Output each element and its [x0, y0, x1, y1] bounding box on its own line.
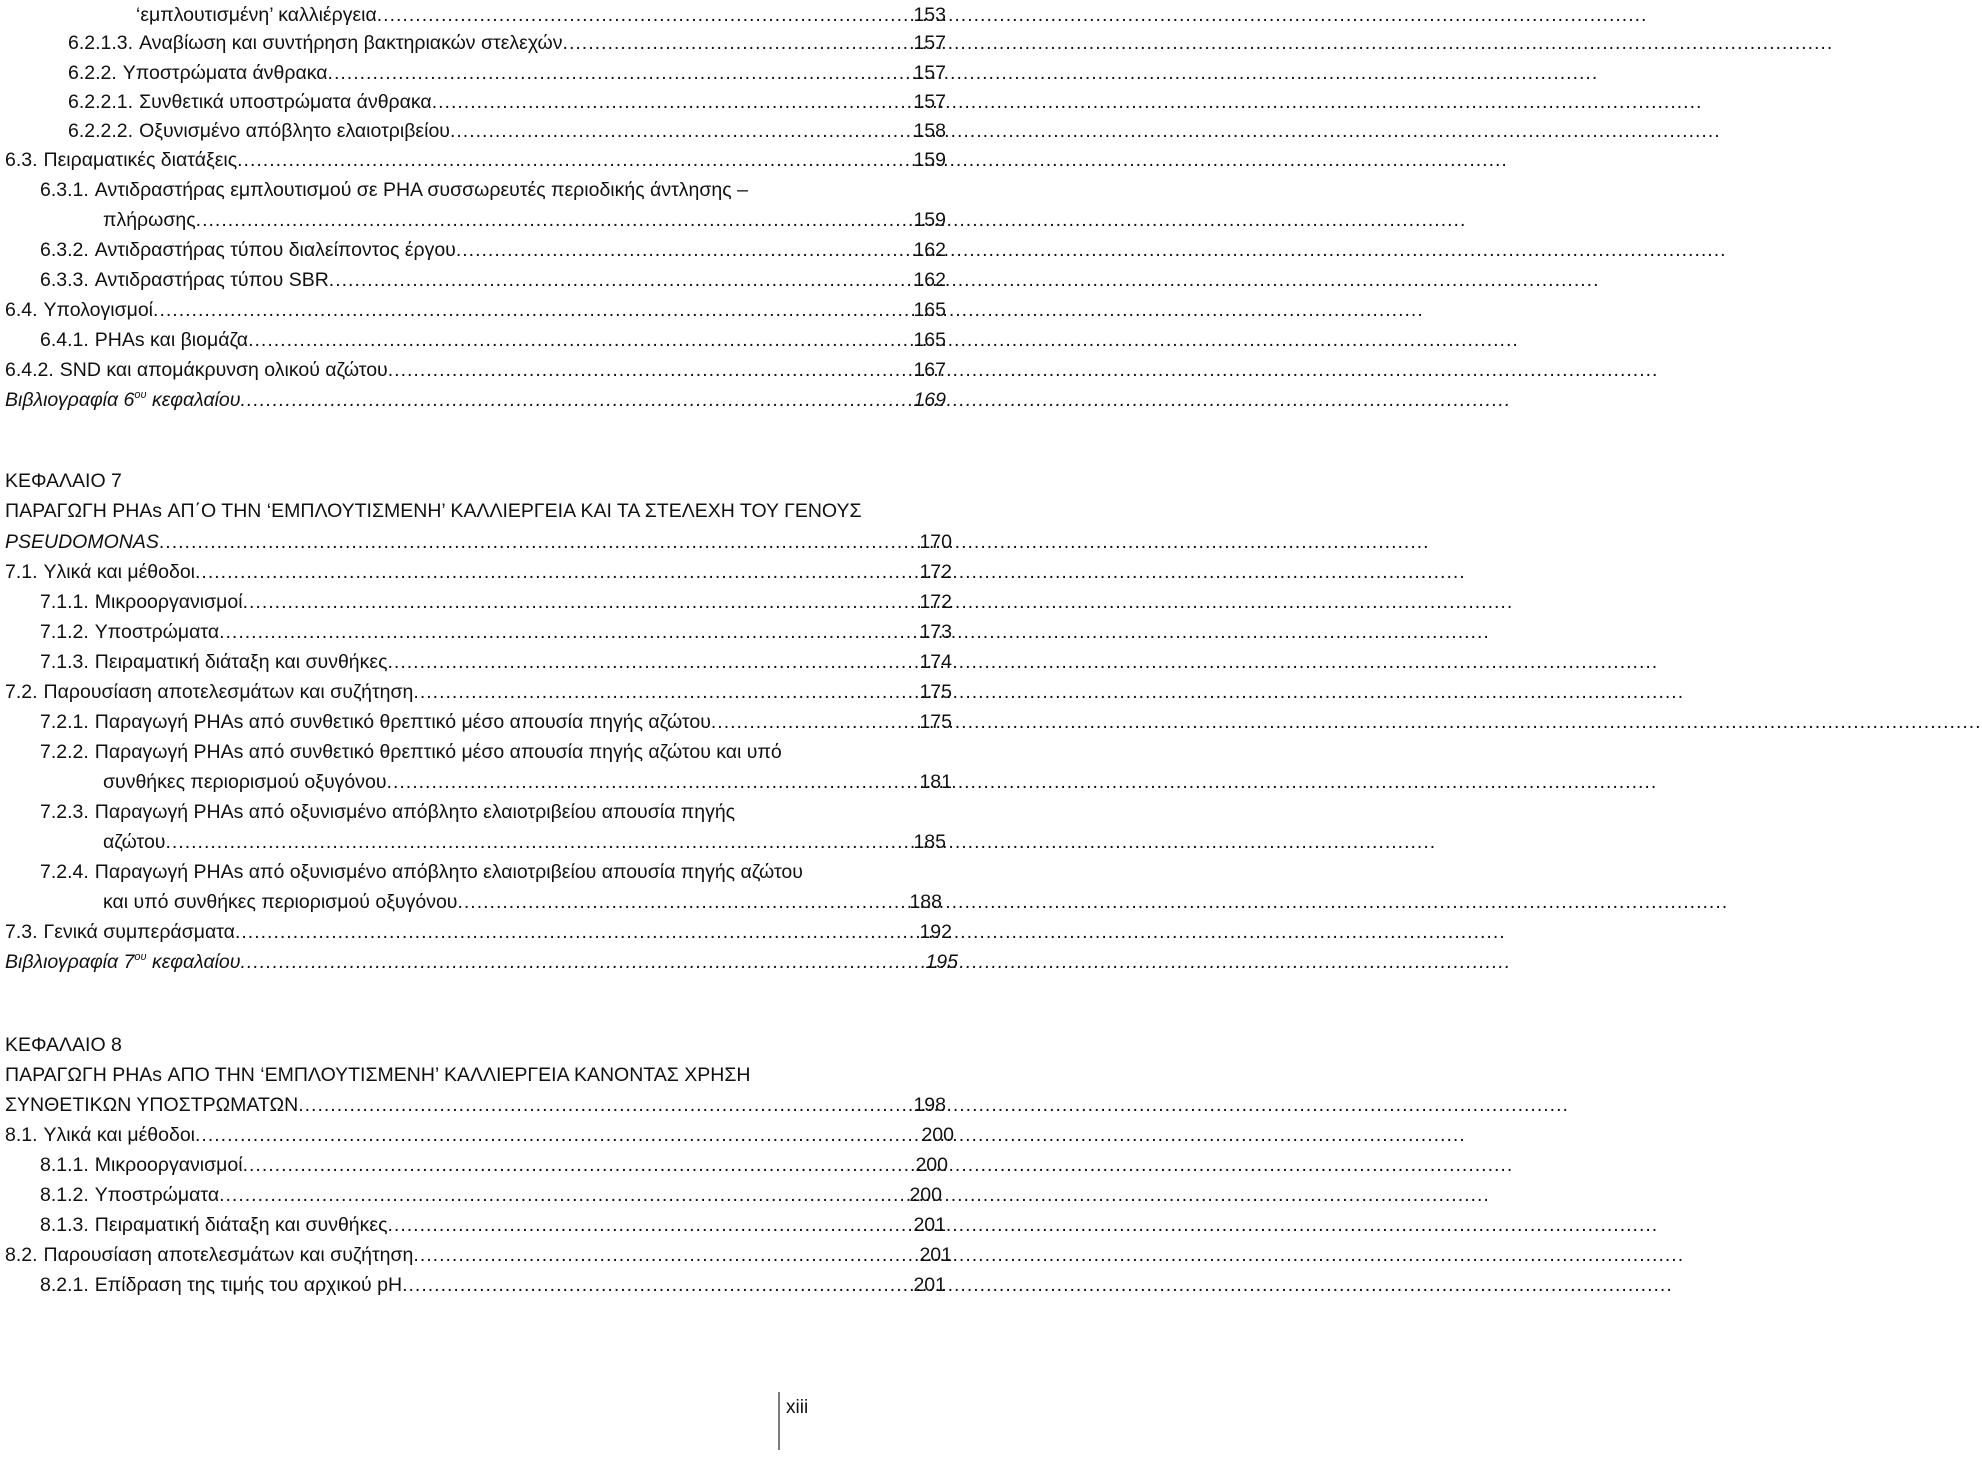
toc-leader-dots [388, 1210, 914, 1240]
toc-entry-page: 201 [913, 1274, 946, 1296]
chapter-title: ΠΑΡΑΓΩΓΗ PHAs ΑΠ΄Ο ΤΗΝ ‘ΕΜΠΛΟΥΤΙΣΜΕΝΗ’ ΚΑΛΛΙΕΡΓΕΙΑ ΚΑΙ ΤΑ ΣΤΕΛΕΧΗ ΤΟΥ ΓΕΝΟΥΣ [5, 500, 862, 522]
toc-entry-page: 200 [915, 1154, 948, 1176]
toc-entry-page: 185 [913, 831, 946, 853]
toc-leader-dots [388, 355, 914, 385]
toc-entry-page: 172 [919, 591, 952, 613]
toc-entry-number: 6.2.1.3. [68, 32, 134, 54]
toc-entry[interactable] [136, 0, 946, 30]
toc-entry[interactable] [40, 797, 952, 827]
toc-entry-page: 200 [921, 1124, 954, 1146]
toc-entry[interactable] [5, 1090, 946, 1120]
toc-entry-page: 198 [913, 1094, 946, 1116]
toc-entry-title: Πειραματική διάταξη και συνθήκες [94, 1214, 388, 1236]
toc-entry-number: 8.1.2. [40, 1184, 89, 1206]
toc-entry[interactable] [68, 87, 946, 117]
toc-entry-number: 6.3.2. [40, 239, 89, 261]
toc-entry[interactable] [5, 1240, 952, 1270]
toc-leader-dots [195, 557, 919, 587]
toc-entry-page: 175 [919, 711, 952, 733]
page-number: xiii [786, 1397, 809, 1418]
toc-leader-dots [243, 587, 920, 617]
toc-entry-number: 8.2.1. [40, 1274, 89, 1296]
toc-entry[interactable] [5, 527, 952, 557]
toc-entry-title: αζώτου [103, 831, 166, 853]
toc-entry-page: 157 [913, 62, 946, 84]
toc-entry[interactable] [40, 647, 952, 677]
toc-leader-dots [159, 527, 920, 557]
toc-entry[interactable] [5, 677, 952, 707]
toc-entry-number: 6.3. [5, 149, 38, 171]
toc-entry[interactable] [40, 1180, 942, 1210]
toc-entry-title: Υποστρώματα [94, 1184, 220, 1206]
toc-entry-title: Υποστρώματα [94, 621, 220, 643]
toc-leader-dots [413, 1240, 919, 1270]
toc-entry[interactable] [40, 265, 946, 295]
toc-entry[interactable] [68, 58, 946, 88]
toc-leader-dots [387, 767, 920, 797]
toc-entry-title: Οξυνισμένο απόβλητο ελαιοτριβείου [139, 120, 450, 142]
toc-entry-number: 7.1.1. [40, 591, 89, 613]
toc-entry-number: 8.2. [5, 1244, 38, 1266]
toc-entry-title: Υποστρώματα άνθρακα [122, 62, 328, 84]
toc-entry-page: 165 [913, 299, 946, 321]
toc-entry-title: Συνθετικά υποστρώματα άνθρακα [139, 91, 432, 113]
toc-entry-page: 172 [919, 561, 952, 583]
toc-entry-title: Αντιδραστήρας τύπου SBR [94, 269, 329, 291]
toc-entry-number: 6.2.2.1. [68, 91, 134, 113]
toc-leader-dots [241, 385, 914, 415]
toc-entry-page: 181 [919, 771, 952, 793]
toc-leader-dots [243, 1150, 916, 1180]
page-number-divider [778, 1392, 780, 1450]
toc-entry-title: Πειραματική διάταξη και συνθήκες [94, 651, 388, 673]
toc-entry-number: 7.2.3. [40, 801, 89, 823]
toc-entry-page: 159 [913, 209, 946, 231]
toc-entry-number: 7.1.3. [40, 651, 89, 673]
toc-entry-page: 201 [919, 1244, 952, 1266]
toc-entry-title: Υλικά και μέθοδοι [43, 1124, 196, 1146]
toc-entry-title: Αντιδραστήρας εμπλουτισμού σε PHA συσσωρευτές περιοδικής άντλησης – [94, 179, 748, 201]
toc-entry-title [5, 385, 241, 415]
toc-entry-title: και υπό συνθήκες περιορισμού οξυγόνου [103, 891, 458, 913]
toc-entry-number: 8.1.3. [40, 1214, 89, 1236]
toc-entry-title: ΣΥΝΘΕΤΙΚΩΝ ΥΠΟΣΤΡΩΜΑΤΩΝ [5, 1094, 299, 1116]
toc-leader-dots [413, 677, 919, 707]
toc-entry-title: Μικροοργανισμοί [94, 1154, 243, 1176]
toc-leader-dots [235, 917, 920, 947]
toc-entry-page: 195 [925, 951, 958, 973]
toc-entry[interactable] [103, 767, 952, 797]
toc-entry-page: 165 [913, 329, 946, 351]
bibliography-label: Βιβλιογραφία 7 [5, 951, 135, 973]
toc-entry[interactable] [68, 116, 946, 146]
toc-entry-page: 162 [913, 239, 946, 261]
toc-entry[interactable] [40, 1210, 946, 1240]
toc-leader-dots [196, 205, 914, 235]
toc-leader-dots [402, 1270, 913, 1300]
toc-entry[interactable] [5, 295, 946, 325]
toc-entry-number: 6.4.2. [5, 359, 54, 381]
toc-entry-title: Παραγωγή PHAs από συνθετικό θρεπτικό μέσο απουσία πηγής αζώτου και υπό [94, 741, 782, 763]
toc-entry-page: 157 [913, 32, 946, 54]
toc-entry-page: 174 [919, 651, 952, 673]
toc-leader-dots [388, 647, 920, 677]
toc-entry-title: Αναβίωση και συντήρηση βακτηριακών στελεχών [139, 32, 563, 54]
toc-entry-title: Παραγωγή PHAs από συνθετικό θρεπτικό μέσο απουσία πηγής αζώτου [94, 711, 711, 733]
toc-entry-bibliography[interactable] [5, 385, 946, 415]
toc-entry[interactable] [103, 205, 946, 235]
toc-entry-number: 7.2. [5, 681, 38, 703]
toc-entry-page: 201 [913, 1214, 946, 1236]
toc-entry-page: 192 [919, 921, 952, 943]
toc-entry[interactable] [40, 1150, 948, 1180]
toc-entry-page: 200 [909, 1184, 942, 1206]
toc-leader-dots [456, 235, 914, 265]
toc-entry-number: 6.3.3. [40, 269, 89, 291]
toc-entry-number: 6.3.1. [40, 179, 89, 201]
toc-leader-dots [328, 58, 914, 88]
toc-entry-title: SND και απομάκρυνση ολικού αζώτου [59, 359, 388, 381]
toc-entry-page: 175 [919, 681, 952, 703]
toc-entry-number: 6.2.2.2. [68, 120, 134, 142]
toc-leader-dots [241, 947, 926, 977]
toc-leader-dots [237, 145, 913, 175]
toc-leader-dots [450, 116, 913, 146]
toc-entry-bibliography[interactable] [5, 947, 958, 977]
toc-entry-title: συνθήκες περιορισμού οξυγόνου [103, 771, 387, 793]
toc-entry-number: 8.1. [5, 1124, 38, 1146]
toc-leader-dots [377, 0, 914, 30]
toc-entry[interactable] [40, 857, 952, 887]
toc-entry[interactable] [5, 917, 952, 947]
toc-entry-title: Αντιδραστήρας τύπου διαλείποντος έργου [94, 239, 456, 261]
toc-entry-title: ‘εμπλουτισμένη’ καλλιέργεια [136, 4, 377, 26]
toc-entry-number: 6.4. [5, 299, 38, 321]
toc-entry-number: 7.2.4. [40, 861, 89, 883]
toc-entry-page: 170 [919, 531, 952, 553]
toc-entry-title: Πειραματικές διατάξεις [43, 149, 238, 171]
toc-entry-title [5, 947, 241, 977]
chapter-title: ΠΑΡΑΓΩΓΗ PHAs ΑΠΟ ΤΗΝ ‘ΕΜΠΛΟΥΤΙΣΜΕΝΗ’ ΚΑΛΛΙΕΡΓΕΙΑ ΚΑΝΟΝΤΑΣ ΧΡΗΣΗ [5, 1064, 751, 1086]
toc-entry[interactable] [103, 887, 942, 917]
toc-leader-dots [432, 87, 914, 117]
toc-entry[interactable] [40, 325, 946, 355]
toc-entry-page: 159 [913, 149, 946, 171]
toc-entry-page: 153 [913, 4, 946, 26]
toc-entry-number: 6.4.1. [40, 329, 89, 351]
toc-entry-title: Υπολογισμοί [43, 299, 154, 321]
toc-entry-number: 7.3. [5, 921, 38, 943]
toc-entry[interactable] [5, 355, 946, 385]
toc-entry-number: 8.1.1. [40, 1154, 89, 1176]
toc-leader-dots [219, 1180, 909, 1210]
toc-entry[interactable] [40, 707, 952, 737]
toc-entry-title: Παρουσίαση αποτελεσμάτων και συζήτηση [43, 681, 414, 703]
toc-entry-page: 188 [909, 891, 942, 913]
toc-leader-dots [563, 28, 914, 58]
toc-leader-dots [329, 265, 914, 295]
toc-entry-title: Παραγωγή PHAs από οξυνισμένο απόβλητο ελαιοτριβείου απουσία πηγής [94, 801, 736, 823]
toc-entry[interactable] [40, 617, 952, 647]
toc-entry-page: 157 [913, 91, 946, 113]
toc-entry[interactable] [40, 737, 952, 767]
toc-entry-page: 162 [913, 269, 946, 291]
toc-leader-dots [165, 827, 913, 857]
toc-entry[interactable] [40, 175, 946, 205]
toc-entry[interactable] [5, 557, 952, 587]
toc-entry-number: 7.2.2. [40, 741, 89, 763]
toc-entry-number: 7.2.1. [40, 711, 89, 733]
toc-entry[interactable] [103, 827, 946, 857]
toc-leader-dots [298, 1090, 913, 1120]
bibliography-chapter-word: κεφαλαίου [151, 389, 241, 411]
toc-entry-title: Παραγωγή PHAs από οξυνισμένο απόβλητο ελαιοτριβείου απουσία πηγής αζώτου [94, 861, 803, 883]
toc-leader-dots [195, 1120, 921, 1150]
toc-entry-page: 169 [913, 389, 946, 411]
toc-entry-number: 6.2.2. [68, 62, 117, 84]
toc-entry-page: 167 [913, 359, 946, 381]
toc-entry-title: Υλικά και μέθοδοι [43, 561, 196, 583]
toc-leader-dots [711, 707, 920, 737]
ordinal-superscript: ου [134, 389, 147, 401]
toc-entry[interactable] [40, 1270, 946, 1300]
toc-entry[interactable] [40, 587, 952, 617]
ordinal-superscript: ου [134, 951, 147, 963]
toc-entry-page: 173 [919, 621, 952, 643]
toc-entry-title: PSEUDOMONAS [5, 531, 159, 553]
toc-entry-title: PHAs και βιομάζα [94, 329, 249, 351]
toc-entry-number: 7.1. [5, 561, 38, 583]
toc-leader-dots [248, 325, 913, 355]
toc-entry-page: 158 [913, 120, 946, 142]
toc-entry-title: πλήρωσης [103, 209, 196, 231]
chapter-heading: ΚΕΦΑΛΑΙΟ 7 [5, 470, 122, 492]
bibliography-label: Βιβλιογραφία 6 [5, 389, 135, 411]
toc-leader-dots [457, 887, 909, 917]
toc-entry-title: Γενικά συμπεράσματα [43, 921, 235, 943]
toc-entry[interactable] [40, 235, 946, 265]
toc-entry-number: 7.1.2. [40, 621, 89, 643]
toc-entry-title: Επίδραση της τιμής του αρχικού pH [94, 1274, 403, 1296]
bibliography-chapter-word: κεφαλαίου [151, 951, 241, 973]
toc-entry-title: Παρουσίαση αποτελεσμάτων και συζήτηση [43, 1244, 414, 1266]
toc-leader-dots [219, 617, 919, 647]
toc-entry-title: Μικροοργανισμοί [94, 591, 243, 613]
chapter-heading: ΚΕΦΑΛΑΙΟ 8 [5, 1034, 122, 1056]
toc-leader-dots [153, 295, 913, 325]
toc-entry[interactable] [68, 28, 946, 58]
toc-entry[interactable] [5, 1120, 954, 1150]
toc-entry[interactable] [5, 145, 946, 175]
